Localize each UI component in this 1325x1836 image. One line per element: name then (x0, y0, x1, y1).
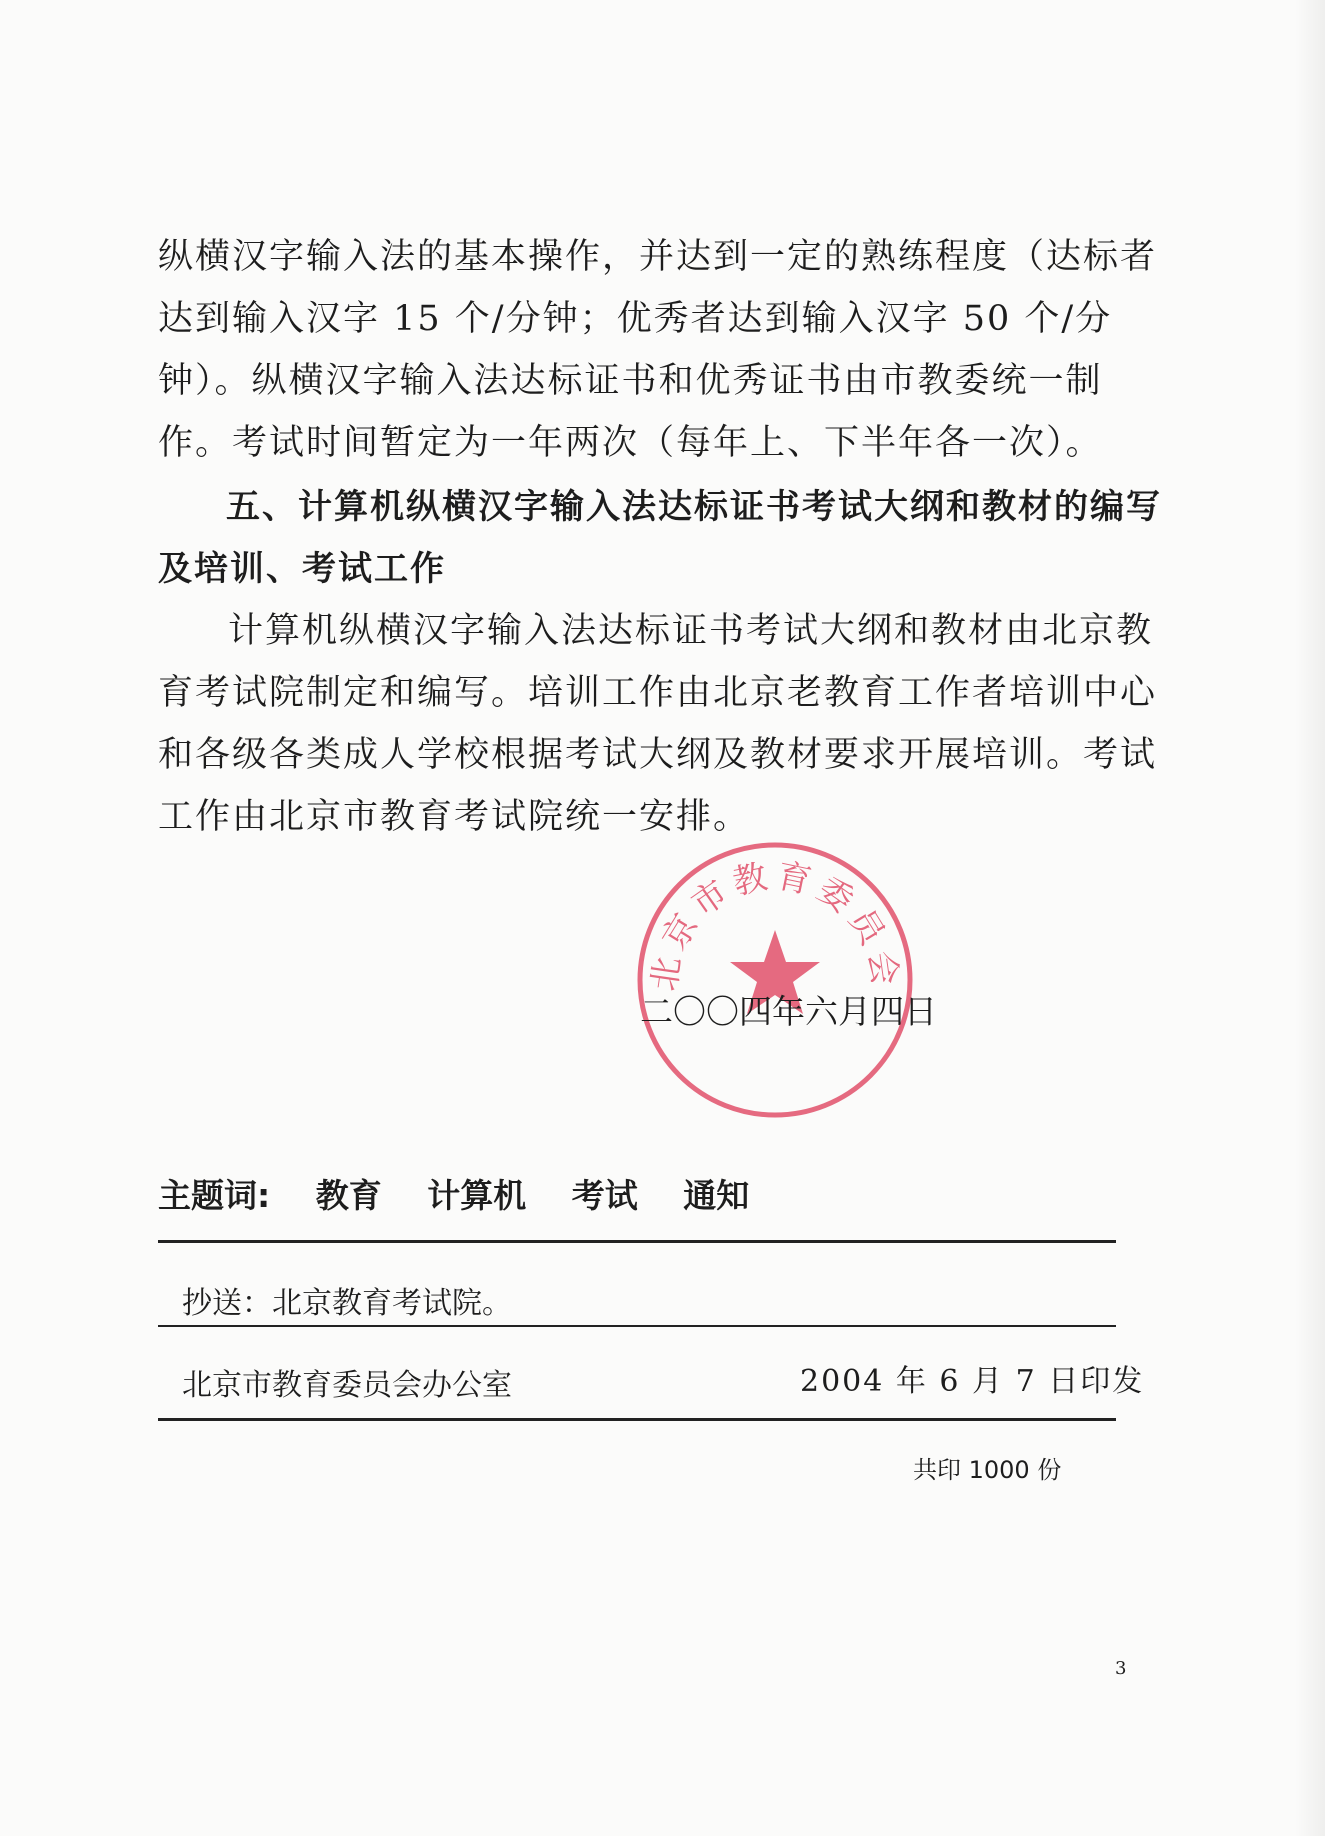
paragraph-continued: 纵横汉字输入法的基本操作，并达到一定的熟练程度（达标者达到输入汉字 15 个/分钟；优秀者达到输入汉字 50 个/分钟）。纵横汉字输入法达标证书和优秀证书由市教委统一制作。考试时间暂定为一年两次（每年上、下半年各一次）。 (158, 237, 1158, 463)
issuing-office: 北京市教育委员会办公室 (182, 1368, 512, 1403)
cc-line: 抄送：北京教育考试院。 (182, 1286, 512, 1321)
print-date: 2004 年 6 月 7 日印发 (800, 1364, 1145, 1399)
page-number: 3 (1115, 1658, 1127, 1679)
copies-count: 共印 1000 份 (913, 1456, 1062, 1484)
keyword: 教育 (315, 1176, 382, 1215)
keywords-label: 主题词: (158, 1176, 271, 1215)
scan-shadow (1295, 0, 1325, 1836)
divider (158, 1325, 1116, 1327)
divider (158, 1418, 1116, 1421)
seal-text: 北京市教育委员会 (644, 855, 906, 994)
paragraph-section-5: 计算机纵横汉字输入法达标证书考试大纲和教材由北京教育考试院制定和编写。培训工作由北京老教育工作者培训中心和各级各类成人学校根据考试大纲及教材要求开展培训。考试工作由北京市教育考试院统一安排。 (158, 611, 1158, 837)
section-heading-5: 五、计算机纵横汉字输入法达标证书考试大纲和教材的编写及培训、考试工作 (158, 487, 1162, 589)
signing-date: 二〇〇四年六月四日 (640, 992, 937, 1031)
keyword: 考试 (571, 1176, 638, 1215)
keyword: 计算机 (427, 1176, 527, 1215)
divider (158, 1240, 1116, 1243)
official-seal (630, 835, 920, 1125)
keyword: 通知 (683, 1176, 750, 1215)
subject-keywords (158, 1170, 783, 1217)
